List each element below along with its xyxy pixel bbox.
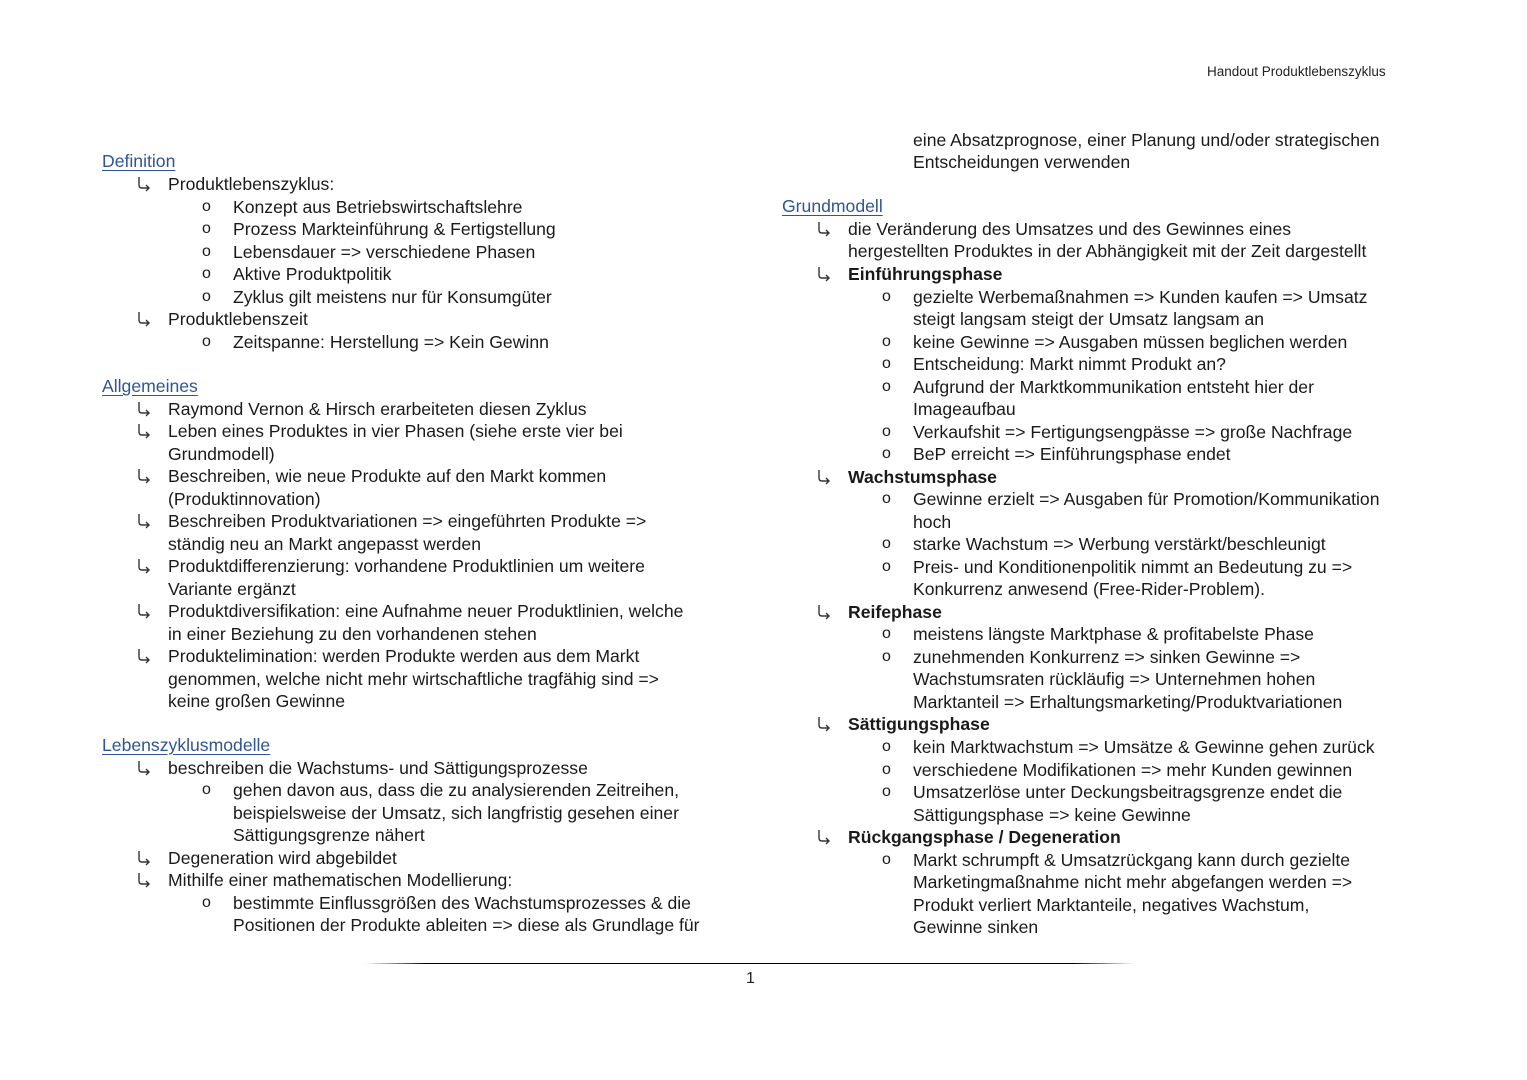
list-item-continuation: (Produktinnovation) — [168, 489, 321, 509]
circle-bullet-icon: o — [882, 355, 891, 372]
list-item-continuation: Marktanteil => Erhaltungsmarketing/Produktvariationen — [913, 692, 1343, 712]
list-item: o gezielte Werbemaßnahmen => Kunden kaufen => Umsatz — [882, 287, 1368, 307]
phase-heading: Wachstumsphase — [782, 466, 997, 489]
hooked-arrow-icon — [136, 872, 152, 888]
hooked-arrow-icon — [136, 603, 152, 619]
hooked-arrow-icon — [136, 311, 152, 327]
hooked-arrow-icon — [816, 829, 832, 845]
list-item: o Umsatzerlöse unter Deckungsbeitragsgrenze endet die — [882, 782, 1343, 802]
list-item-continuation: Grundmodell) — [168, 444, 275, 464]
circle-bullet-icon: o — [882, 648, 891, 665]
list-item-continuation: steigt langsam steigt der Umsatz langsam an — [913, 309, 1265, 329]
circle-bullet-icon: o — [882, 490, 891, 507]
circle-bullet-icon: o — [882, 288, 891, 305]
list-item: Mithilfe einer mathematischen Modellierung: — [102, 869, 512, 892]
list-item-continuation: Imageaufbau — [913, 399, 1016, 419]
hooked-arrow-icon — [136, 648, 152, 664]
phase-heading: Rückgangsphase / Degeneration — [782, 826, 1121, 849]
section-heading-definition[interactable]: Definition — [102, 151, 176, 171]
list-item: o Prozess Markteinführung & Fertigstellung — [202, 219, 556, 239]
list-item: die Veränderung des Umsatzes und des Gewinnes eines — [782, 218, 1291, 241]
list-item: o gehen davon aus, dass die zu analysierenden Zeitreihen, — [202, 780, 680, 800]
list-item: o Verkaufshit => Fertigungsengpässe => große Nachfrage — [882, 422, 1353, 442]
circle-bullet-icon: o — [202, 265, 211, 282]
list-item: Produktdifferenzierung: vorhandene Produktlinien um weitere — [102, 555, 645, 578]
list-item: Produktlebenszeit — [102, 308, 308, 331]
list-item: o kein Marktwachstum => Umsätze & Gewinne gehen zurück — [882, 737, 1375, 757]
list-item: Leben eines Produktes in vier Phasen (siehe erste vier bei — [102, 420, 623, 443]
list-item-continuation: Wachstumsraten rückläufig => Unternehmen hohen — [913, 669, 1316, 689]
list-item-continuation: genommen, welche nicht mehr wirtschaftliche tragfähig sind => — [168, 669, 659, 689]
list-item-continuation: Entscheidungen verwenden — [913, 152, 1131, 172]
list-item: o Zeitspanne: Herstellung => Kein Gewinn — [202, 332, 549, 352]
hooked-arrow-icon — [136, 558, 152, 574]
list-item-continuation: keine großen Gewinne — [168, 691, 346, 711]
circle-bullet-icon: o — [882, 535, 891, 552]
list-item-continuation: Sättigungsphase => keine Gewinne — [913, 805, 1191, 825]
hooked-arrow-icon — [816, 716, 832, 732]
circle-bullet-icon: o — [882, 625, 891, 642]
list-item: o Konzept aus Betriebswirtschaftslehre — [202, 197, 523, 217]
list-item: o Aktive Produktpolitik — [202, 264, 392, 284]
footer-divider — [365, 963, 1135, 964]
circle-bullet-icon: o — [202, 894, 211, 911]
list-item-continuation: hoch — [913, 512, 952, 532]
section-heading-allgemeines[interactable]: Allgemeines — [102, 376, 198, 396]
phase-heading: Reifephase — [782, 601, 942, 624]
list-item-continuation: Produkt verliert Marktanteile, negatives Wachstum, — [913, 895, 1310, 915]
list-item: Produktdiversifikation: eine Aufnahme neuer Produktlinien, welche — [102, 600, 683, 623]
list-item-continuation: Variante ergänzt — [168, 579, 296, 599]
list-item-continuation: ständig neu an Markt angepasst werden — [168, 534, 481, 554]
list-item-continuation: Gewinne sinken — [913, 917, 1039, 937]
hooked-arrow-icon — [136, 401, 152, 417]
list-item-continuation: Konkurrenz anwesend (Free-Rider-Problem). — [913, 579, 1266, 599]
hooked-arrow-icon — [816, 604, 832, 620]
list-item: o Entscheidung: Markt nimmt Produkt an? — [882, 354, 1226, 374]
hooked-arrow-icon — [136, 850, 152, 866]
list-item-continuation: Positionen der Produkte ableiten => diese als Grundlage für — [233, 915, 700, 935]
list-item: o zunehmenden Konkurrenz => sinken Gewinne => — [882, 647, 1301, 667]
circle-bullet-icon: o — [202, 781, 211, 798]
hooked-arrow-icon — [136, 176, 152, 192]
circle-bullet-icon: o — [882, 738, 891, 755]
circle-bullet-icon: o — [202, 333, 211, 350]
list-item-continuation: eine Absatzprognose, einer Planung und/oder strategischen — [913, 130, 1380, 150]
list-item: o bestimmte Einflussgrößen des Wachstumsprozesses & die — [202, 893, 691, 913]
section-heading-grundmodell[interactable]: Grundmodell — [782, 196, 883, 216]
list-item: beschreiben die Wachstums- und Sättigungsprozesse — [102, 757, 588, 780]
list-item-continuation: Sättigungsgrenze nähert — [233, 825, 425, 845]
hooked-arrow-icon — [136, 513, 152, 529]
list-item-continuation: hergestellten Produktes in der Abhängigkeit mit der Zeit dargestellt — [848, 241, 1367, 261]
list-item: Degeneration wird abgebildet — [102, 847, 397, 870]
circle-bullet-icon: o — [882, 851, 891, 868]
page-header-title: Handout Produktlebenszyklus — [1207, 64, 1386, 79]
hooked-arrow-icon — [816, 266, 832, 282]
list-item-continuation: in einer Beziehung zu den vorhandenen stehen — [168, 624, 537, 644]
circle-bullet-icon: o — [882, 423, 891, 440]
hooked-arrow-icon — [136, 468, 152, 484]
phase-heading: Sättigungsphase — [782, 713, 990, 736]
list-item: Beschreiben Produktvariationen => eingeführten Produkte => — [102, 510, 646, 533]
list-item-continuation: beispielsweise der Umsatz, sich langfristig gesehen einer — [233, 803, 679, 823]
list-item-continuation: Marketingmaßnahme nicht mehr abgefangen werden => — [913, 872, 1353, 892]
hooked-arrow-icon — [816, 469, 832, 485]
circle-bullet-icon: o — [202, 288, 211, 305]
circle-bullet-icon: o — [202, 220, 211, 237]
list-item: o keine Gewinne => Ausgaben müssen beglichen werden — [882, 332, 1348, 352]
circle-bullet-icon: o — [882, 445, 891, 462]
list-item: o Zyklus gilt meistens nur für Konsumgüter — [202, 287, 552, 307]
circle-bullet-icon: o — [202, 198, 211, 215]
list-item: o starke Wachstum => Werbung verstärkt/beschleunigt — [882, 534, 1326, 554]
list-item: Raymond Vernon & Hirsch erarbeiteten diesen Zyklus — [102, 398, 587, 421]
page-number: 1 — [746, 970, 755, 987]
list-item: o Lebensdauer => verschiedene Phasen — [202, 242, 536, 262]
list-item: o meistens längste Marktphase & profitabelste Phase — [882, 624, 1314, 644]
list-item: Beschreiben, wie neue Produkte auf den Markt kommen — [102, 465, 606, 488]
list-item: o Gewinne erzielt => Ausgaben für Promotion/Kommunikation — [882, 489, 1380, 509]
circle-bullet-icon: o — [882, 378, 891, 395]
phase-heading: Einführungsphase — [782, 263, 1002, 286]
list-item: o Aufgrund der Marktkommunikation entsteht hier der — [882, 377, 1314, 397]
section-heading-lebenszyklusmodelle[interactable]: Lebenszyklusmodelle — [102, 735, 271, 755]
list-item: Produktelimination: werden Produkte werden aus dem Markt — [102, 645, 639, 668]
list-item: o BeP erreicht => Einführungsphase endet — [882, 444, 1231, 464]
list-item: o Preis- und Konditionenpolitik nimmt an Bedeutung zu => — [882, 557, 1353, 577]
circle-bullet-icon: o — [202, 243, 211, 260]
list-item: Produktlebenszyklus: — [102, 173, 334, 196]
circle-bullet-icon: o — [882, 558, 891, 575]
circle-bullet-icon: o — [882, 783, 891, 800]
list-item: o Markt schrumpft & Umsatzrückgang kann durch gezielte — [882, 850, 1351, 870]
hooked-arrow-icon — [136, 423, 152, 439]
hooked-arrow-icon — [816, 221, 832, 237]
hooked-arrow-icon — [136, 760, 152, 776]
list-item: o verschiedene Modifikationen => mehr Kunden gewinnen — [882, 760, 1353, 780]
circle-bullet-icon: o — [882, 761, 891, 778]
circle-bullet-icon: o — [882, 333, 891, 350]
